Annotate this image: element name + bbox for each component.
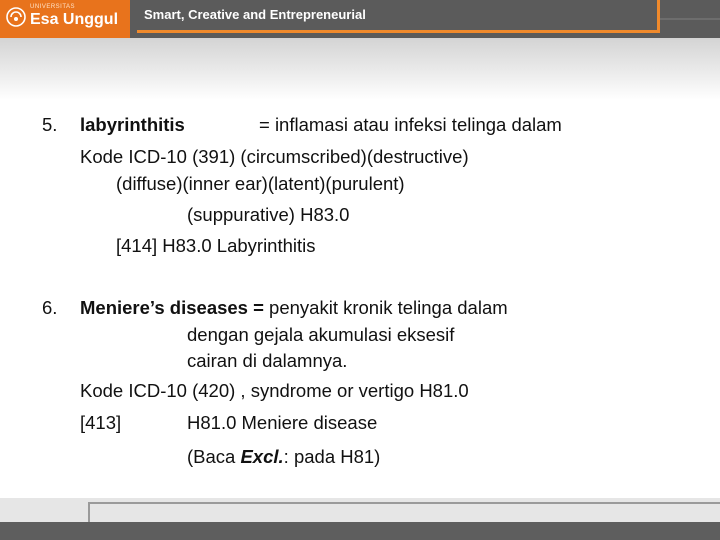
item5-code-line: (diffuse)(inner ear)(latent)(purulent) [116, 173, 405, 194]
tagline: Smart, Creative and Entrepreneurial [144, 7, 366, 22]
logo [0, 0, 130, 38]
item6-title-line [80, 297, 508, 319]
logo-subtitle: UNIVERSITAS [30, 4, 76, 10]
item5-code-line: (suppurative) H83.0 [187, 204, 350, 225]
item6-desc-line: cairan di dalamnya. [187, 350, 348, 371]
header-stripe [660, 18, 720, 20]
item6-term: Meniere’s diseases = [80, 297, 264, 318]
item6-note-pre: (Baca [187, 446, 241, 467]
item6-code-line: Kode ICD-10 (420) , syndrome or vertigo H81.0 [80, 380, 469, 401]
item5-term: labyrinthitis [80, 114, 185, 135]
title-band [0, 38, 720, 100]
item5-code-line: Kode ICD-10 (391) (circumscribed)(destructive) [80, 146, 469, 167]
header-divider-vertical [657, 0, 660, 33]
item5-definition: = inflamasi atau infeksi telinga dalam [259, 114, 562, 135]
footer-divider-vertical [88, 502, 90, 522]
footer-bar [0, 522, 720, 540]
item6-code-line: H81.0 Meniere disease [187, 412, 378, 433]
footer-divider [88, 502, 720, 504]
header-bar [0, 0, 720, 38]
item5-code-line: [414] H83.0 Labyrinthitis [116, 235, 316, 256]
logo-text: Esa Unggul [30, 11, 119, 28]
item6-note-line [187, 446, 380, 468]
university-emblem-icon [6, 7, 26, 27]
item6-definition: penyakit kronik telinga dalam [263, 297, 508, 318]
item6-note-excl: Excl. [240, 446, 284, 467]
item6-desc-line: dengan gejala akumulasi eksesif [187, 324, 455, 345]
item6-note-post: : pada H81) [283, 446, 381, 467]
item6-code-ref: [413] [80, 412, 122, 433]
header-divider [137, 30, 657, 33]
item5-number: 5. [42, 114, 58, 135]
item6-number: 6. [42, 297, 58, 318]
